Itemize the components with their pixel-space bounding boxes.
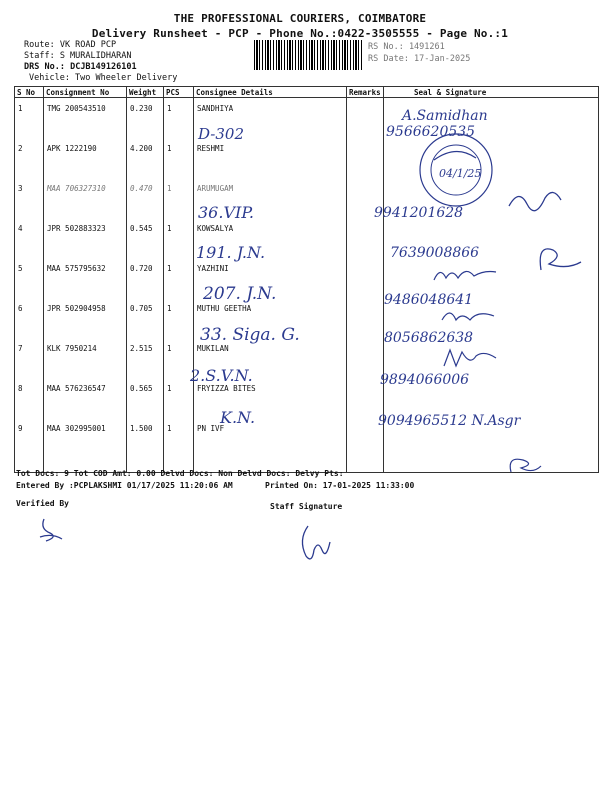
cell-pcs: 1 <box>164 338 194 378</box>
printed-on: Printed On: 17-01-2025 11:33:00 <box>265 481 415 490</box>
cell-consignment: JPR 502883323 <box>44 218 127 258</box>
cell-consignment: MAA 575795632 <box>44 258 127 298</box>
rs-number: RS No.: 1491261 <box>368 42 445 52</box>
cell-sno: 9 <box>15 418 44 473</box>
signature-row-5 <box>430 262 500 288</box>
header-remarks: Remarks <box>347 87 384 98</box>
cell-pcs: 1 <box>164 178 194 218</box>
drs-number <box>24 62 137 72</box>
handwritten-address-6: 33. Siga. G. <box>200 325 300 345</box>
cell-pcs: 1 <box>164 378 194 418</box>
cell-consignment: KLK 7950214 <box>44 338 127 378</box>
cell-consignee: PN IVF <box>194 418 347 473</box>
handwritten-phone-6: 9486048641 <box>384 292 474 308</box>
drs-label: DRS No.: <box>24 62 65 72</box>
drs-value: DCJB149126101 <box>70 62 137 72</box>
verified-signature <box>36 515 66 545</box>
barcode <box>254 40 362 70</box>
cell-consignee: KOWSALYA <box>194 218 347 258</box>
cell-weight: 0.720 <box>127 258 164 298</box>
staff-label: Staff: S MURALIDHARAN <box>24 51 132 61</box>
cell-weight: 0.545 <box>127 218 164 258</box>
cell-pcs: 1 <box>164 138 194 178</box>
cell-pcs: 1 <box>164 218 194 258</box>
cell-weight: 2.515 <box>127 338 164 378</box>
handwritten-address-4: 191. J.N. <box>196 243 266 262</box>
cell-sno: 8 <box>15 378 44 418</box>
header-consignee: Consignee Details <box>194 87 347 98</box>
runsheet-subtitle: Delivery Runsheet - PCP - Phone No.:0422-3505555 - Page No.:1 <box>91 27 509 40</box>
cell-consignment: MAA 706327310 <box>44 178 127 218</box>
cell-consignee: YAZHINI <box>194 258 347 298</box>
cell-weight: 0.565 <box>127 378 164 418</box>
entered-by: Entered By :PCPLAKSHMI 01/17/2025 11:20:06 AM <box>16 481 233 490</box>
cell-remarks <box>347 98 384 139</box>
table-row <box>15 258 599 298</box>
cell-weight: 0.230 <box>127 98 164 139</box>
route-label: Route: VK ROAD PCP <box>24 40 117 50</box>
cell-pcs: 1 <box>164 418 194 473</box>
handwritten-address-8: K.N. <box>220 408 256 427</box>
vehicle-label: Vehicle: Two Wheeler Delivery <box>29 73 178 83</box>
signature-row-6 <box>438 304 498 330</box>
signature-row-4 <box>527 240 587 280</box>
handwritten-address-5: 207. J.N. <box>203 284 277 304</box>
cell-remarks <box>347 378 384 418</box>
header-pcs: PCS <box>164 87 194 98</box>
handwritten-phone-3: 9941201628 <box>374 205 464 221</box>
cell-consignment: TMG 200543510 <box>44 98 127 139</box>
signature-bottom-right <box>505 450 545 480</box>
handwritten-phone-8: 9894066006 <box>380 372 470 388</box>
cell-weight: 1.500 <box>127 418 164 473</box>
cell-consignment: MAA 576236547 <box>44 378 127 418</box>
cell-sno: 1 <box>15 98 44 139</box>
signature-row-3 <box>505 178 565 218</box>
handwritten-phone-7: 8056862638 <box>384 330 474 346</box>
handwritten-suffix-9: N.Asgr <box>471 413 521 429</box>
cell-sno: 2 <box>15 138 44 178</box>
cell-weight: 4.200 <box>127 138 164 178</box>
cell-pcs: 1 <box>164 258 194 298</box>
cell-remarks <box>347 338 384 378</box>
cell-remarks <box>347 218 384 258</box>
cell-sno: 4 <box>15 218 44 258</box>
cell-sno: 5 <box>15 258 44 298</box>
handwritten-address-2: D-302 <box>198 125 245 143</box>
cell-sno: 7 <box>15 338 44 378</box>
handwritten-phone-4: 7639008866 <box>390 245 480 261</box>
header-consignment: Consignment No <box>44 87 127 98</box>
handwritten-name-1: A.Samidhan <box>402 108 488 124</box>
cell-consignment: APK 1222190 <box>44 138 127 178</box>
staff-signature-label: Staff Signature <box>270 502 343 511</box>
cell-weight: 0.705 <box>127 298 164 338</box>
handwritten-address-7: 2.S.V.N. <box>190 366 253 385</box>
table-row <box>15 338 599 378</box>
header-weight: Weight <box>127 87 164 98</box>
cell-weight: 0.470 <box>127 178 164 218</box>
handwritten-address-3: 36.VIP. <box>198 203 254 222</box>
header-seal-signature: Seal & Signature <box>384 87 599 98</box>
handwritten-phone-9 <box>378 413 520 429</box>
cell-remarks <box>347 138 384 178</box>
company-title: THE PROFESSIONAL COURIERS, COIMBATORE <box>173 12 427 25</box>
table-row <box>15 138 599 178</box>
cell-pcs: 1 <box>164 98 194 139</box>
table-row <box>15 298 599 338</box>
cell-consignment: JPR 502904958 <box>44 298 127 338</box>
staff-signature <box>296 520 336 568</box>
header-sno: S No <box>15 87 44 98</box>
cell-consignment: MAA 302995001 <box>44 418 127 473</box>
cell-consignee: SANDHIYA <box>194 98 347 139</box>
cell-consignee: MUKILAN <box>194 338 347 378</box>
cell-pcs: 1 <box>164 298 194 338</box>
signature-row-7 <box>440 346 500 372</box>
table-row <box>15 378 599 418</box>
cell-consignee: FRYIZZA BITES <box>194 378 347 418</box>
cell-consignee: ARUMUGAM <box>194 178 347 218</box>
verified-by-label: Verified By <box>16 499 69 508</box>
cell-consignee: RESHMI <box>194 138 347 178</box>
table-row <box>15 98 599 139</box>
table-header-row <box>15 87 599 98</box>
cell-sno: 6 <box>15 298 44 338</box>
handwritten-phone-9-number: 9094965512 <box>378 413 468 429</box>
table-row <box>15 218 599 258</box>
stamp-date: 04/1/25 <box>439 167 482 180</box>
cell-sno: 3 <box>15 178 44 218</box>
cell-remarks <box>347 258 384 298</box>
rs-date: RS Date: 17-Jan-2025 <box>368 54 471 64</box>
cell-consignee: MUTHU GEETHA <box>194 298 347 338</box>
delivery-stamp <box>416 130 496 210</box>
totals-line: Tot Docs: 9 Tot COD Amt: 0.00 Delvd Docs: Non Delvd Docs: Delvy Pts: <box>16 469 344 478</box>
handwritten-phone-1: 9566620535 <box>386 124 476 140</box>
cell-remarks <box>347 298 384 338</box>
